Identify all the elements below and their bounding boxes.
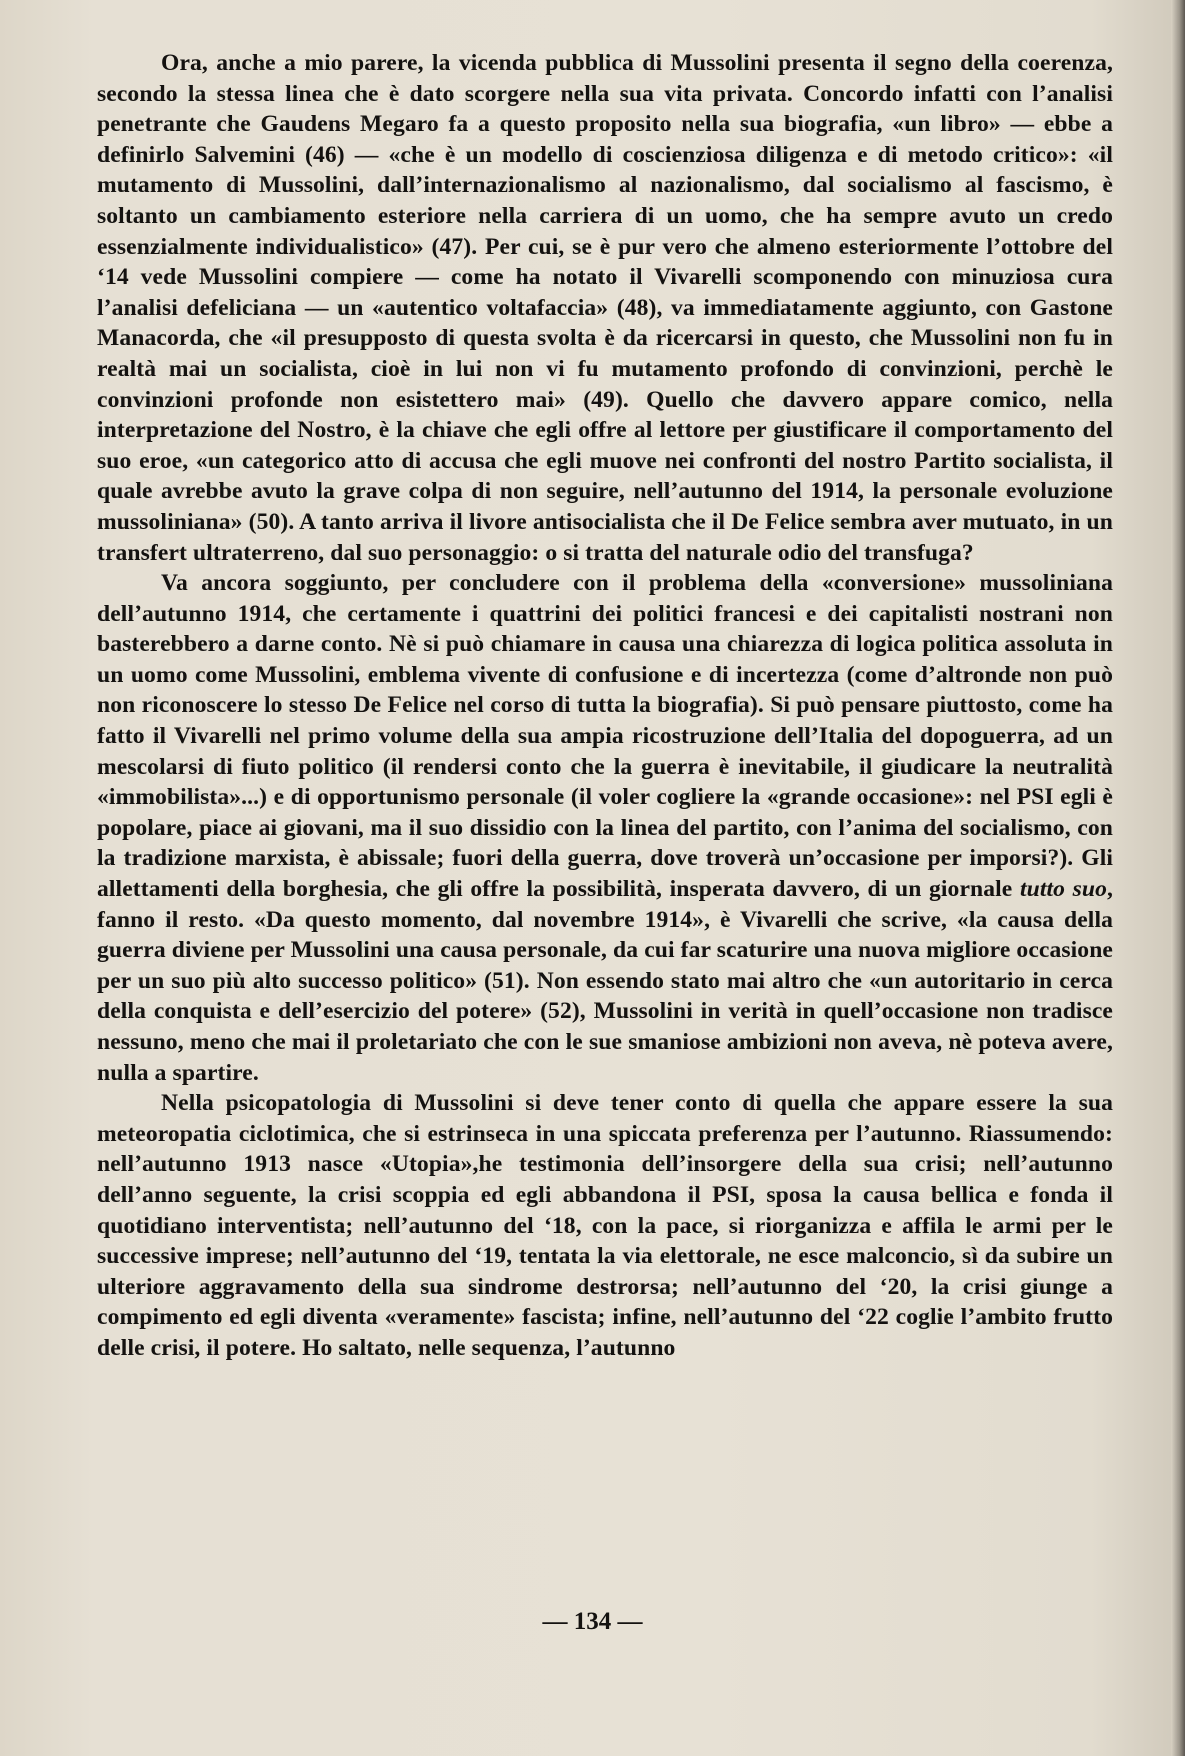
paragraph-2-text-a: Va ancora soggiunto, per concludere con il problema della «conversione» mussoliniana dell’autunno 1914, che certamente i quattrini dei politici francesi e dei capitalisti nostrani non basterebbero a darne conto. Nè si può chiamare in causa una chiarezza di logica politica assoluta in un uomo come Mussolini, emblema vivente di confusione e di incertezza (come d’altronde non può non riconoscere lo stesso De Felice nel corso di tutta la biografia). Si può pensare piuttosto, come ha fatto il Vivarelli nel primo volume della sua ampia ricostruzione dell’Italia del dopoguerra, ad un mescolarsi di fiuto politico (il rendersi conto che la guerra è inevitabile, il giudicare la neutralità «immobilista»...) e di opportunismo personale (il voler cogliere la «grande occasione»: nel PSI egli è popolare, piace ai giovani, ma il suo dissidio con la linea del partito, con l’anima del socialismo, con la tradizione marxista, è abissale; fuori della guerra, dove troverà un’occasione per imporsi?). Gli allettamenti della borghesia, che gli offre la possibilità, insperata davvero, di un giornale [97,570,1113,903]
body-text [97,48,1113,1364]
paragraph-3: Nella psicopatologia di Mussolini si deve tener conto di quella che appare essere la sua meteoropatia ciclotimica, che si estrinseca in una spiccata preferenza per l’autunno. Riassumendo: nell’autunno 1913 nasce «Utopia»,he testimonia dell’insorgere della sua crisi; nell’autunno dell’anno seguente, la crisi scoppia ed egli abbandona il PSI, sposa la causa bellica e fonda il quotidiano interventista; nell’autunno del ‘18, con la pace, si riorganizza e affila le armi per le successive imprese; nell’autunno del ‘19, tentata la via elettorale, ne esce malconcio, sì da subire un ulteriore aggravamento della sua sindrome destrorsa; nell’autunno del ‘20, la crisi giunge a compimento ed egli diventa «veramente» fascista; infine, nell’autunno del ‘22 coglie l’ambito frutto delle crisi, il potere. Ho saltato, nelle sequenza, l’autunno [97,1090,1113,1361]
page-edge-shadow [1171,0,1185,1756]
paragraph-1: Ora, anche a mio parere, la vicenda pubblica di Mussolini presenta il segno della coerenza, secondo la stessa linea che è dato scorgere nella sua vita privata. Concordo infatti con l’analisi penetrante che Gaudens Megaro fa a questo proposito nella sua biografia, «un libro» — ebbe a definirlo Salvemini (46) — «che è un modello di coscienziosa diligenza e di metodo critico»: «il mutamento di Mussolini, dall’internazionalismo al nazionalismo, dal socialismo al fascismo, è soltanto un cambiamento esteriore nella carriera di un uomo, che ha sempre avuto un credo essenzialmente individualistico» (47). Per cui, se è pur vero che almeno esteriormente l’ottobre del ‘14 vede Mussolini compiere — come ha notato il Vivarelli scomponendo con minuziosa cura l’analisi defeliciana — un «autentico voltafaccia» (48), va immediatamente aggiunto, con Gastone Manacorda, che «il presupposto di questa svolta è da ricercarsi in questo, che Mussolini non fu in realtà mai un socialista, cioè in lui non vi fu mutamento profondo di convinzioni, perchè le convinzioni profonde non esistettero mai» (49). Quello che davvero appare comico, nella interpretazione del Nostro, è la chiave che egli offre al lettore per giustificare il comportamento del suo eroe, «un categorico atto di accusa che egli muove nei confronti del nostro Partito socialista, il quale avrebbe avuto la grave colpa di non seguire, nell’autunno del 1914, la personale evoluzione mussoliniana» (50). A tanto arriva il livore antisocialista che il De Felice sembra aver mutuato, in un transfert ultraterreno, dal suo personaggio: o si tratta del naturale odio del transfuga? [97,50,1113,566]
paragraph-2 [97,568,1113,1088]
paragraph-2-text-b: , fanno il resto. «Da questo momento, dal novembre 1914», è Vivarelli che scrive, «la causa della guerra diviene per Mussolini una causa personale, da cui far scaturire una nuova migliore occasione per un suo più alto successo politico» (51). Non essendo stato mai altro che «un autoritario in cerca della conquista e dell’esercizio del potere» (52), Mussolini in verità in quell’occasione non tradisce nessuno, meno che mai il proletariato che con le sue smaniose ambizioni non aveva, nè poteva avere, nulla a spartire. [97,876,1113,1086]
paragraph-2-italic: tutto suo [1019,876,1107,903]
page-number: — 134 — [542,1608,643,1635]
